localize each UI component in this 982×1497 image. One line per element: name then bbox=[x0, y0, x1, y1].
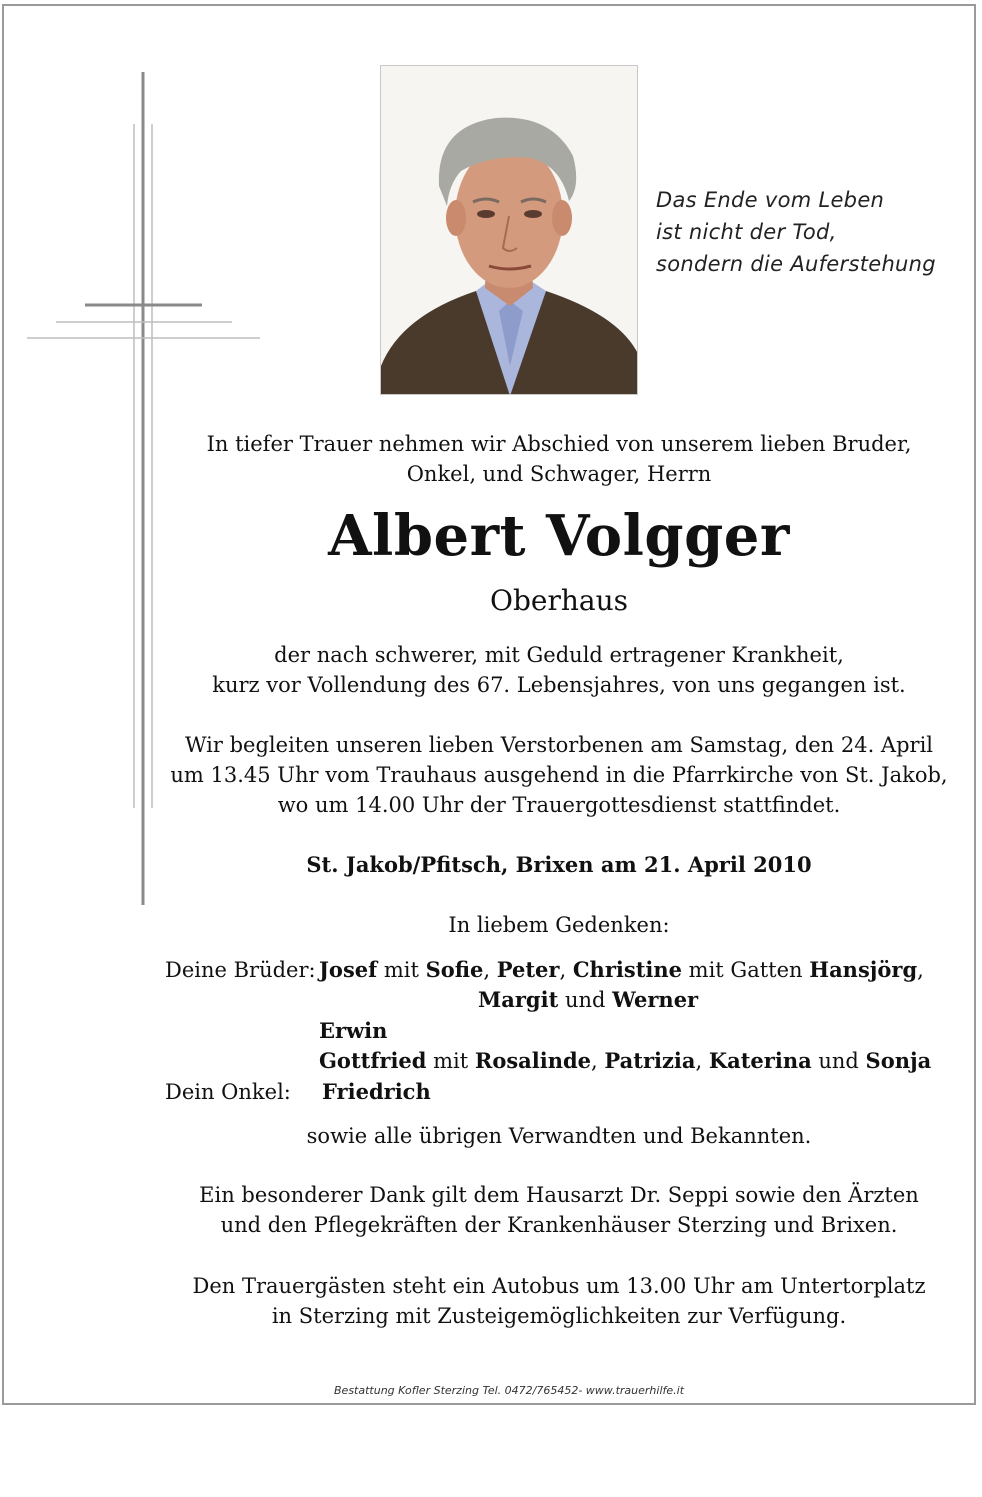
deceased-name: Albert Volgger bbox=[328, 503, 790, 569]
quote-line: Das Ende vom Leben bbox=[656, 188, 885, 212]
family-row bbox=[319, 955, 924, 985]
family-text: , bbox=[559, 958, 573, 982]
funeral-line: wo um 14.00 Uhr der Trauergottesdienst stattfindet. bbox=[277, 793, 841, 817]
family-text: mit bbox=[377, 958, 426, 982]
family-name: Sonja bbox=[865, 1048, 932, 1073]
illness-line: kurz vor Vollendung des 67. Lebensjahres, von uns gegangen ist. bbox=[212, 673, 906, 697]
family-text: , bbox=[483, 958, 497, 982]
portrait-photo bbox=[380, 65, 638, 395]
thanks-line: Ein besonderer Dank gilt dem Hausarzt Dr. Seppi sowie den Ärzten bbox=[199, 1183, 919, 1207]
family-name: Peter bbox=[496, 957, 560, 982]
quote bbox=[656, 184, 976, 280]
family-row bbox=[319, 1016, 387, 1046]
family-text: , bbox=[917, 958, 924, 982]
uncle-name: Friedrich bbox=[322, 1079, 431, 1104]
family-name: Gottfried bbox=[319, 1048, 427, 1073]
thanks-line: und den Pflegekräften der Krankenhäuser Sterzing und Brixen. bbox=[220, 1213, 898, 1237]
family-name: Hansjörg bbox=[809, 957, 918, 982]
footer-contact: Bestattung Kofler Sterzing Tel. 0472/765452- www.trauerhilfe.it bbox=[334, 1384, 685, 1397]
family-name: Katerina bbox=[708, 1048, 812, 1073]
funeral-line: Wir begleiten unseren lieben Verstorbenen am Samstag, den 24. April bbox=[184, 733, 934, 757]
family-name: Erwin bbox=[319, 1018, 388, 1043]
family-row bbox=[478, 985, 698, 1015]
family-text: , bbox=[695, 1049, 709, 1073]
remembrance-heading: In liebem Gedenken: bbox=[448, 913, 670, 937]
family-name: Rosalinde bbox=[474, 1048, 592, 1073]
family-name: Margit bbox=[478, 987, 559, 1012]
family-name: Josef bbox=[319, 957, 378, 982]
illness-text bbox=[150, 640, 968, 700]
family-text: mit bbox=[426, 1049, 475, 1073]
family-text: , bbox=[591, 1049, 605, 1073]
deceased-place: Oberhaus bbox=[490, 584, 628, 617]
place-date: St. Jakob/Pfitsch, Brixen am 21. April 2010 bbox=[306, 852, 812, 877]
family-text: mit Gatten bbox=[682, 958, 810, 982]
family-name: Sofie bbox=[425, 957, 484, 982]
others-text: sowie alle übrigen Verwandten und Bekannten. bbox=[306, 1124, 812, 1148]
family-name: Patrizia bbox=[604, 1048, 696, 1073]
thanks-text bbox=[150, 1180, 968, 1240]
family-text: und bbox=[558, 988, 613, 1012]
quote-line: ist nicht der Tod, bbox=[656, 220, 837, 244]
funeral-text bbox=[150, 730, 968, 820]
uncle-label: Dein Onkel: bbox=[165, 1080, 291, 1104]
intro-text bbox=[150, 429, 968, 489]
intro-line: Onkel, und Schwager, Herrn bbox=[406, 462, 712, 486]
funeral-line: um 13.45 Uhr vom Trauhaus ausgehend in die Pfarrkirche von St. Jakob, bbox=[170, 763, 948, 787]
family-text: und bbox=[811, 1049, 866, 1073]
bus-line: in Sterzing mit Zusteigemöglichkeiten zur Verfügung. bbox=[271, 1304, 847, 1328]
illness-line: der nach schwerer, mit Geduld ertragener Krankheit, bbox=[274, 643, 844, 667]
bus-text bbox=[150, 1271, 968, 1331]
intro-line: In tiefer Trauer nehmen wir Abschied von unserem lieben Bruder, bbox=[206, 432, 912, 456]
family-row bbox=[319, 1046, 931, 1076]
family-name: Christine bbox=[572, 957, 682, 982]
brothers-label: Deine Brüder: bbox=[165, 958, 316, 982]
bus-line: Den Trauergästen steht ein Autobus um 13.00 Uhr am Untertorplatz bbox=[192, 1274, 926, 1298]
family-name: Werner bbox=[612, 987, 699, 1012]
quote-line: sondern die Auferstehung bbox=[656, 252, 936, 276]
